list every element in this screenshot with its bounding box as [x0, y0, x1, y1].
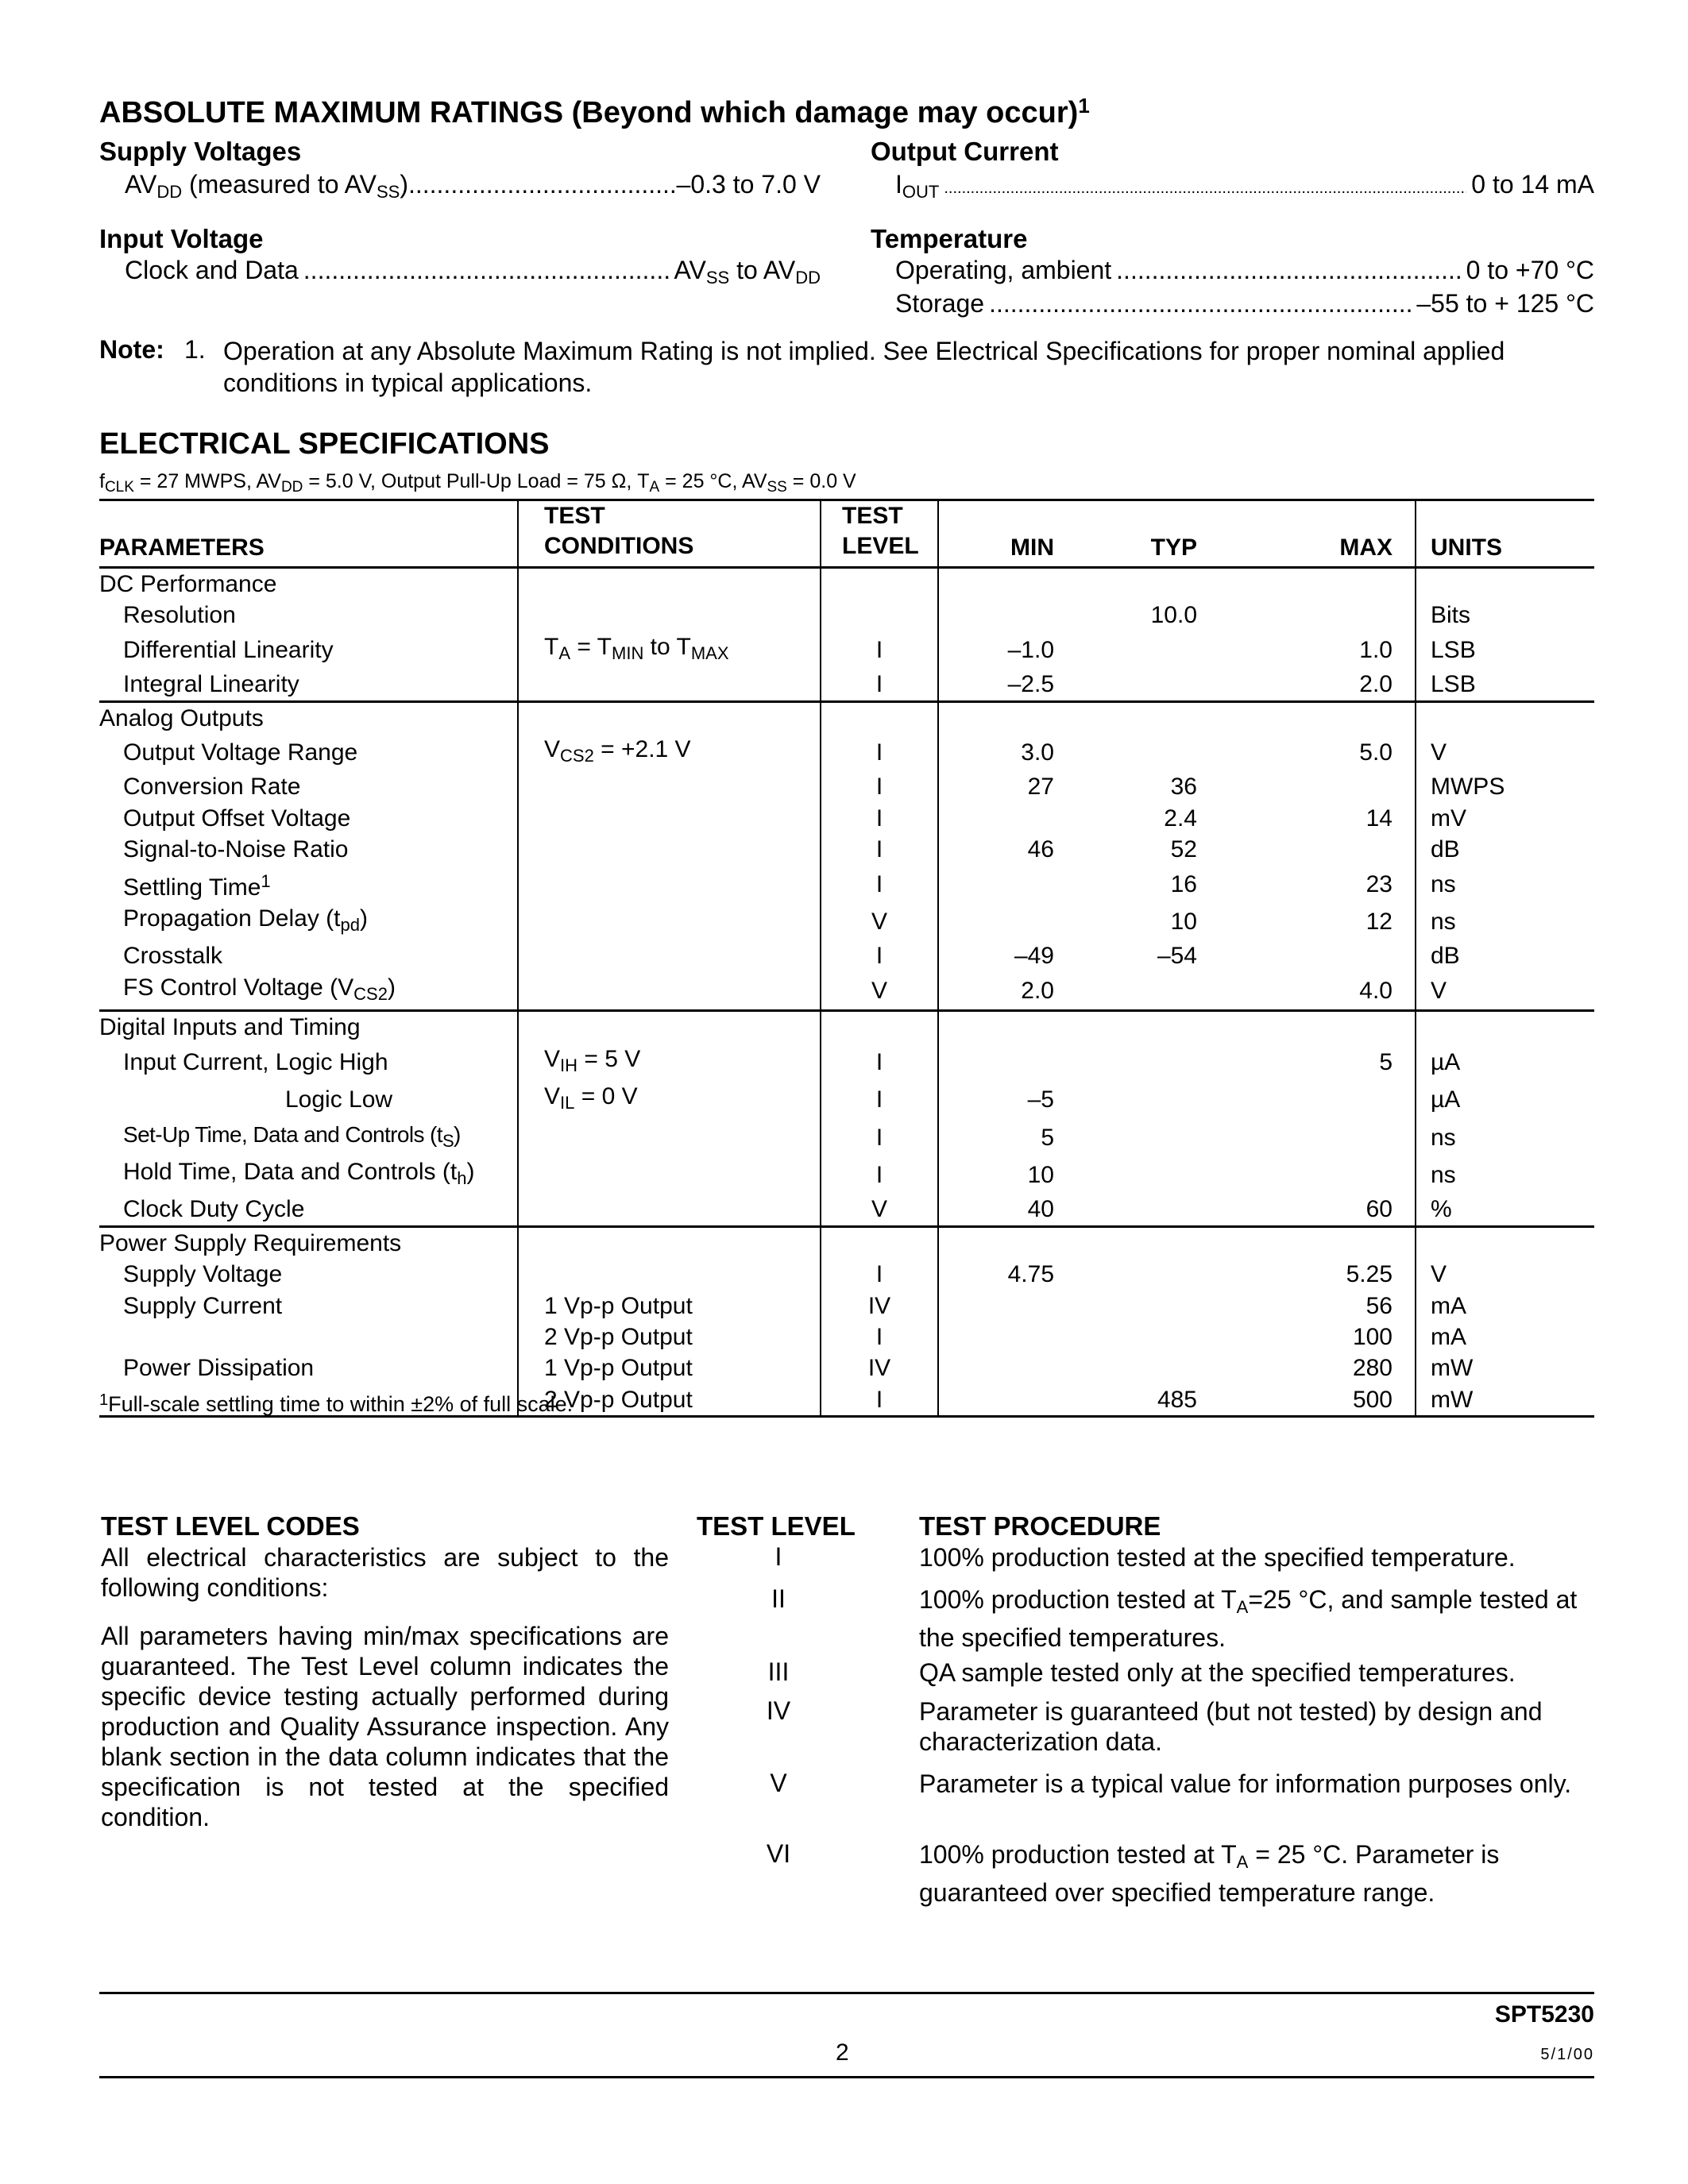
units-value: mW [1431, 1386, 1474, 1413]
units-value: LSB [1431, 636, 1476, 663]
table-row [99, 1081, 1594, 1118]
spec-table [99, 499, 1594, 1418]
table-row [99, 1352, 1594, 1383]
param-name: Crosstalk [99, 940, 518, 971]
level-value: V [821, 972, 938, 1011]
table-row [99, 631, 1594, 669]
hdr-units: UNITS [1416, 500, 1594, 568]
param-name: Conversion Rate [99, 771, 518, 802]
table-row [99, 1011, 1594, 1044]
cond-value: 2 Vp-p Output [518, 1384, 821, 1417]
param-name: Hold Time, Data and Controls $(t_h)$ [99, 1156, 518, 1194]
operating-temp-row: Operating, ambient ..... 0 to +70 °C [895, 256, 1594, 285]
table-row [99, 600, 1594, 631]
units-value: µA [1431, 1086, 1461, 1113]
level-value: I [821, 1044, 938, 1081]
level-value: I [821, 734, 938, 771]
param-name: Supply Current [99, 1291, 518, 1322]
level-value: I [821, 631, 938, 669]
param-name: Supply Voltage [99, 1259, 518, 1290]
input-voltage-row: Clock and Data ..... $AV_{SS}$ to $AV_{DD}$ [125, 256, 821, 288]
level-value: I [821, 771, 938, 802]
max-value: 100 [1224, 1322, 1416, 1352]
units-value: % [1431, 1196, 1452, 1223]
typ-value: 10 [1170, 909, 1197, 936]
hdr-parameters: PARAMETERS [99, 500, 518, 568]
table-row [99, 1322, 1594, 1352]
max-value: 14 [1224, 803, 1416, 834]
max-value: 5 [1224, 1044, 1416, 1081]
cond-value: 2 Vp-p Output [518, 1322, 821, 1352]
revision-date: 5/1/00 [1540, 2046, 1594, 2063]
part-number: SPT5230 [1494, 2001, 1594, 2028]
max-value: 12 [1224, 903, 1416, 940]
supply-voltage-row: $AV_{DD}$ (measured to $AV_{SS}$) ..... –0.3 to 7.0 V [125, 170, 821, 203]
param-name: Differential Linearity [99, 631, 518, 669]
units-value: ns [1431, 870, 1456, 897]
units-value: dB [1431, 836, 1460, 863]
hdr-max: MAX [1224, 500, 1416, 568]
param-name: Settling Time$^1$ [99, 866, 518, 903]
level-value: V [821, 903, 938, 940]
param-name: Integral Linearity [99, 669, 518, 701]
max-value: 1.0 [1224, 631, 1416, 669]
table-row [99, 1259, 1594, 1290]
table-row [99, 734, 1594, 771]
max-value: 5.25 [1224, 1259, 1416, 1290]
page-number: 2 [836, 2039, 849, 2066]
param-name: Input Current, Logic High [99, 1044, 518, 1081]
hdr-min: MIN [938, 500, 1065, 568]
param-name: Power Dissipation [99, 1352, 518, 1383]
temperature-heading: Temperature [871, 224, 1028, 253]
units-value: mV [1431, 805, 1466, 832]
min-value: 46 [1027, 836, 1054, 863]
group-dc: DC Performance [99, 568, 518, 600]
units-value: ns [1431, 909, 1456, 936]
table-row [99, 1156, 1594, 1194]
units-value: V [1431, 977, 1447, 1004]
min-value: –1.0 [1007, 636, 1054, 663]
table-row [99, 1226, 1594, 1259]
units-value: mW [1431, 1355, 1474, 1382]
level-value: I [821, 1259, 938, 1290]
tlc-title: TEST LEVEL CODES [101, 1511, 360, 1541]
level-procedure: Parameter is a typical value for information purposes only. [919, 1769, 1572, 1798]
param-name: Logic Low [99, 1081, 518, 1118]
level-procedure: 100% production tested at $T_A=25$ °C, and sample tested at the specified temperatures. [919, 1585, 1578, 1652]
tlc-col-procedure: TEST PROCEDURE [919, 1511, 1161, 1541]
level-procedure: 100% production tested at the specified temperature. [919, 1543, 1516, 1572]
table-row [99, 972, 1594, 1011]
level-value: I [821, 669, 938, 701]
units-value: LSB [1431, 671, 1476, 698]
hdr-level: TEST LEVEL [821, 500, 938, 568]
level-procedure: QA sample tested only at the specified temperatures. [919, 1658, 1516, 1687]
table-row [99, 903, 1594, 940]
tlc-col-level: TEST LEVEL [697, 1511, 856, 1541]
typ-value: 36 [1170, 774, 1197, 801]
level-value: I [821, 1119, 938, 1156]
min-value: –5 [1027, 1086, 1054, 1113]
group-analog: Analog Outputs [99, 701, 518, 734]
tlc-para-2: All parameters having min/max specifications are guaranteed. The Test Level column indicates the specific device testing actually performed during production and Quality Assurance inspection. Any blank section in the data column indicates that the specification is not tested at the specified condition. [101, 1622, 669, 1831]
hdr-conditions: TEST CONDITIONS [518, 500, 821, 568]
table-row [99, 866, 1594, 903]
units-value: ns [1431, 1161, 1456, 1188]
units-value: mA [1431, 1323, 1466, 1350]
units-value: V [1431, 739, 1447, 766]
min-value: 40 [1027, 1196, 1054, 1223]
min-value: 3.0 [1021, 739, 1054, 766]
units-value: Bits [1431, 602, 1471, 629]
min-value: –2.5 [1007, 671, 1054, 698]
footer-bottom-rule [99, 2076, 1594, 2078]
output-current-row: $I_{OUT}$ ..... 0 to 14 mA [895, 170, 1594, 203]
min-value: 10 [1027, 1161, 1054, 1188]
note-number: 1. [184, 335, 206, 364]
cond-value: 1 Vp-p Output [518, 1352, 821, 1383]
table-row [99, 701, 1594, 734]
typ-value: –54 [1157, 943, 1197, 970]
param-name: Resolution [99, 600, 518, 631]
table-row [99, 1291, 1594, 1322]
min-value: –49 [1014, 943, 1054, 970]
typ-value: 10.0 [1150, 602, 1197, 629]
level-value: I [821, 803, 938, 834]
typ-value: 2.4 [1164, 805, 1197, 832]
min-value: 27 [1027, 774, 1054, 801]
input-voltage-heading: Input Voltage [99, 224, 264, 253]
level-value: V [821, 1194, 938, 1226]
es-conditions: $f_{CLK} = 27$ MWPS, $AV_{DD} = 5.0$ V, Output Pull-Up Load = 75 Ω, $T_A = 25$ °C, $AV_{SS} = 0.0$ V [99, 470, 856, 496]
level-procedure: 100% production tested at $T_A = 25$ °C. Parameter is guaranteed over specified temperature range. [919, 1840, 1500, 1907]
max-value: 4.0 [1224, 972, 1416, 1011]
table-row [99, 834, 1594, 865]
param-name: Clock Duty Cycle [99, 1194, 518, 1226]
level-procedure: Parameter is guaranteed (but not tested) by design and characterization data. [919, 1697, 1543, 1756]
spec-header [99, 500, 1594, 568]
param-name: Set-Up Time, Data and Controls $(t_S)$ [99, 1119, 518, 1156]
max-value: 280 [1224, 1352, 1416, 1383]
param-name: Propagation Delay $(t_{pd})$ [99, 903, 518, 940]
max-value: 56 [1224, 1291, 1416, 1322]
cond-value: 1 Vp-p Output [518, 1291, 821, 1322]
storage-temp-row: Storage ..... –55 to + 125 °C [895, 289, 1594, 318]
units-value: MWPS [1431, 774, 1505, 801]
max-value: 500 [1224, 1384, 1416, 1417]
table-row [99, 669, 1594, 701]
level-value: IV [821, 1352, 938, 1383]
units-value: µA [1431, 1048, 1461, 1075]
note-text: Operation at any Absolute Maximum Rating is not implied. See Electrical Specifications for proper nominal applied conditions in typical applications. [223, 337, 1505, 397]
min-value: 5 [1041, 1124, 1054, 1151]
output-current-heading: Output Current [871, 137, 1059, 166]
units-value: mA [1431, 1292, 1466, 1319]
min-value: 4.75 [1007, 1261, 1054, 1288]
level-value: IV [821, 1291, 938, 1322]
group-power: Power Supply Requirements [99, 1226, 518, 1259]
param-name: Signal-to-Noise Ratio [99, 834, 518, 865]
table-row [99, 1044, 1594, 1081]
max-value: 2.0 [1224, 669, 1416, 701]
units-value: dB [1431, 943, 1460, 970]
param-name: FS Control Voltage $(V_{CS2})$ [99, 972, 518, 1011]
footer-top-rule [99, 1992, 1594, 1994]
typ-value: 52 [1170, 836, 1197, 863]
max-value: 23 [1224, 866, 1416, 903]
typ-value: 16 [1170, 870, 1197, 897]
param-name: Output Voltage Range [99, 734, 518, 771]
note-label: Note: [99, 335, 164, 364]
min-value: 2.0 [1021, 977, 1054, 1004]
cond-value: $V_{CS2} = +2.1$ V [518, 734, 821, 771]
level-value: I [821, 1384, 938, 1417]
table-row [99, 803, 1594, 834]
typ-value: 485 [1157, 1386, 1197, 1413]
cond-value: $V_{IL} = 0$ V [518, 1081, 821, 1118]
level-value: I [821, 866, 938, 903]
footnote: $^1$Full-scale settling time to within ±2% of full scale. [99, 1391, 574, 1416]
cond-value: $V_{IH} = 5$ V [518, 1044, 821, 1081]
table-row [99, 568, 1594, 600]
table-row [99, 940, 1594, 971]
level-value: I [821, 1156, 938, 1194]
table-row [99, 1119, 1594, 1156]
amr-title: ABSOLUTE MAXIMUM RATINGS (Beyond which damage may occur)$^1$ [99, 94, 1090, 129]
param-name: Output Offset Voltage [99, 803, 518, 834]
level-value: I [821, 834, 938, 865]
level-value: I [821, 940, 938, 971]
cond-value: $T_A = T_{MIN}$ to $T_{MAX}$ [518, 631, 821, 669]
supply-voltages-heading: Supply Voltages [99, 137, 302, 166]
group-digital: Digital Inputs and Timing [99, 1011, 518, 1044]
level-value: I [821, 1322, 938, 1352]
max-value: 5.0 [1224, 734, 1416, 771]
table-row [99, 1194, 1594, 1226]
es-title: ELECTRICAL SPECIFICATIONS [99, 427, 550, 461]
tlc-para-1: All electrical characteristics are subject to the following conditions: [101, 1543, 669, 1602]
hdr-typ: TYP [1065, 500, 1224, 568]
level-value: I [821, 1081, 938, 1118]
table-row [99, 771, 1594, 802]
units-value: ns [1431, 1124, 1456, 1151]
max-value: 60 [1224, 1194, 1416, 1226]
units-value: V [1431, 1261, 1447, 1288]
